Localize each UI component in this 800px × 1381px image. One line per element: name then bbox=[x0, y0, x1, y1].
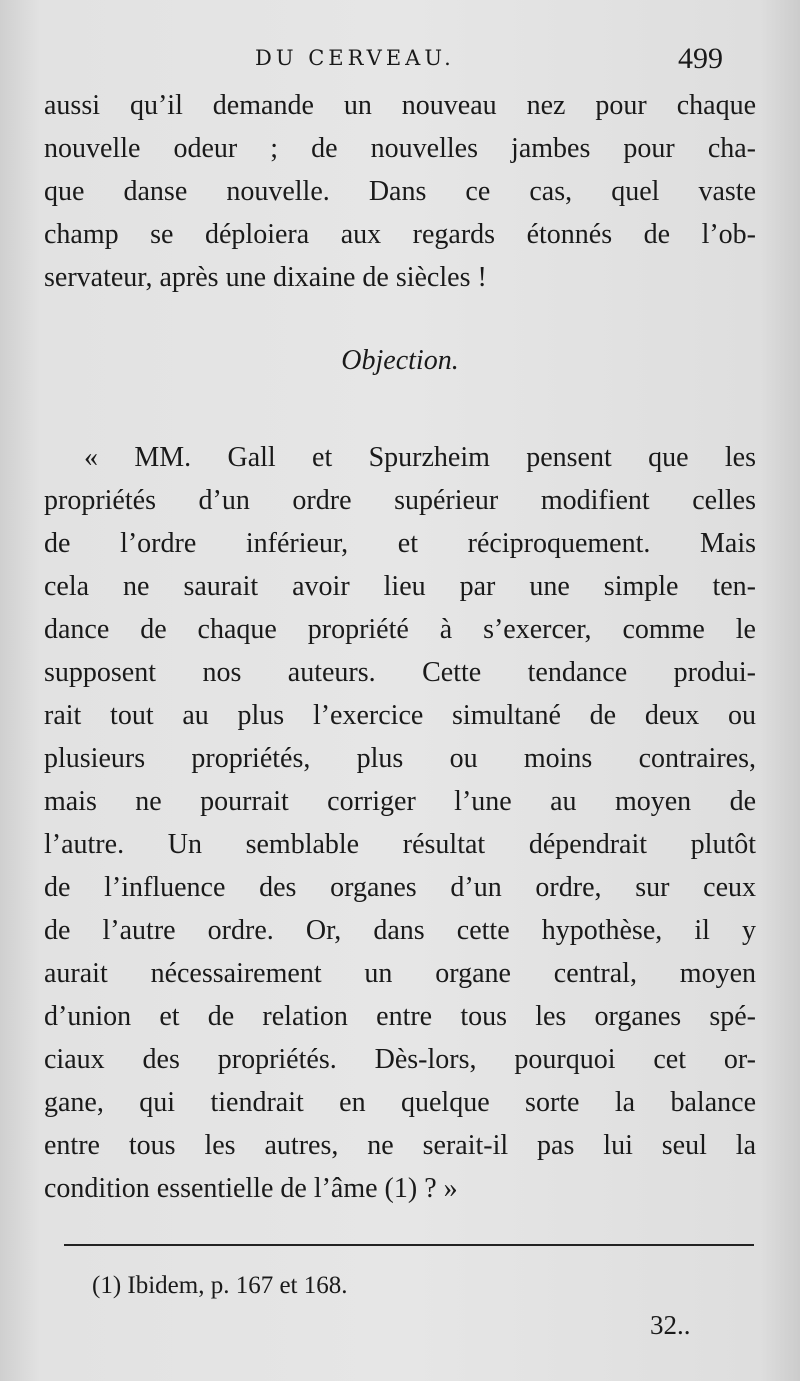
text-line: de l’ordre inférieur, et réciproquement. Mais bbox=[44, 528, 756, 559]
text-line: dance de chaque propriété à s’exercer, comme le bbox=[44, 614, 756, 645]
text-line: plusieurs propriétés, plus ou moins contraires, bbox=[44, 743, 756, 774]
page-number: 499 bbox=[678, 42, 723, 75]
footnote-divider bbox=[64, 1244, 754, 1246]
text-line: « MM. Gall et Spurzheim pensent que les bbox=[84, 442, 756, 473]
text-line: cela ne saurait avoir lieu par une simple ten- bbox=[44, 571, 756, 602]
running-head bbox=[0, 42, 800, 82]
text-line: aussi qu’il demande un nouveau nez pour chaque bbox=[44, 90, 756, 121]
text-line: de l’autre ordre. Or, dans cette hypothèse, il y bbox=[44, 915, 756, 946]
text-line: champ se déploiera aux regards étonnés de l’ob- bbox=[44, 219, 756, 250]
text-line: servateur, après une dixaine de siècles ! bbox=[44, 262, 487, 293]
text-line: d’union et de relation entre tous les organes spé- bbox=[44, 1001, 756, 1032]
text-line: condition essentielle de l’âme (1) ? » bbox=[44, 1173, 458, 1204]
text-line: l’autre. Un semblable résultat dépendrait plutôt bbox=[44, 829, 756, 860]
text-line: mais ne pourrait corriger l’une au moyen de bbox=[44, 786, 756, 817]
section-heading: Objection. bbox=[341, 345, 459, 376]
text-line: entre tous les autres, ne serait-il pas lui seul la bbox=[44, 1130, 756, 1161]
text-line: rait tout au plus l’exercice simultané de deux ou bbox=[44, 700, 756, 731]
text-line: de l’influence des organes d’un ordre, sur ceux bbox=[44, 872, 756, 903]
text-line: gane, qui tiendrait en quelque sorte la balance bbox=[44, 1087, 756, 1118]
paragraph-2 bbox=[44, 436, 756, 1210]
running-title: DU CERVEAU. bbox=[255, 46, 455, 70]
text-line: supposent nos auteurs. Cette tendance produi- bbox=[44, 657, 756, 688]
text-line: propriétés d’un ordre supérieur modifient celles bbox=[44, 485, 756, 516]
text-line: aurait nécessairement un organe central, moyen bbox=[44, 958, 756, 989]
text-line: ciaux des propriétés. Dès-lors, pourquoi cet or- bbox=[44, 1044, 756, 1075]
text-line: nouvelle odeur ; de nouvelles jambes pour cha- bbox=[44, 133, 756, 164]
printer-signature-mark: 32.. bbox=[650, 1310, 691, 1340]
footnote: (1) Ibidem, p. 167 et 168. bbox=[92, 1272, 348, 1299]
text-line: que danse nouvelle. Dans ce cas, quel vaste bbox=[44, 176, 756, 207]
paragraph-1 bbox=[44, 84, 756, 299]
